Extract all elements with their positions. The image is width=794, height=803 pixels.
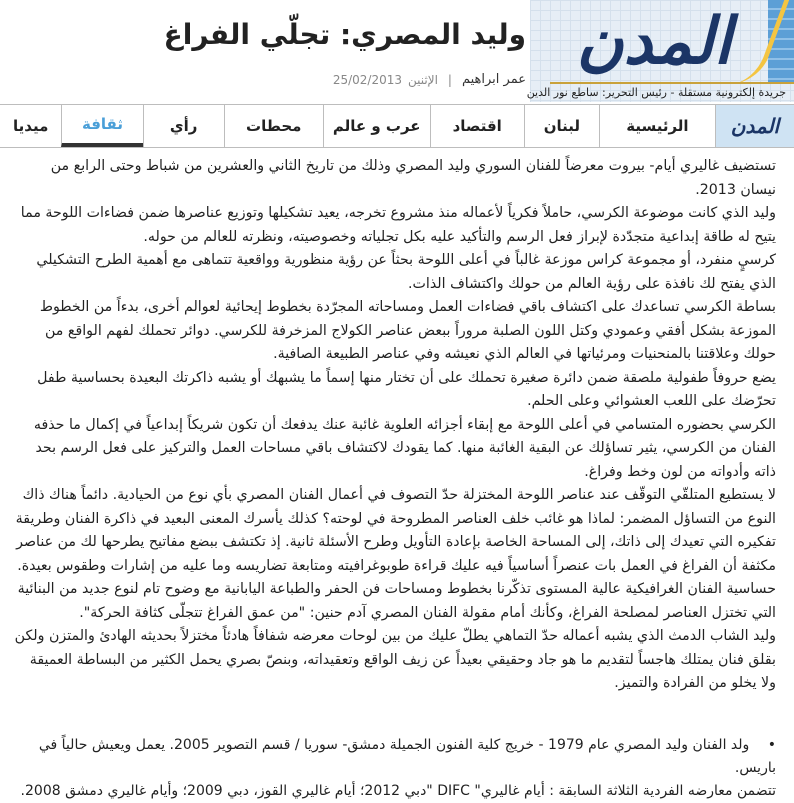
site-header <box>0 0 794 104</box>
logo-tagline: جريدة إلكترونية مستقلة - رئيس التحرير: ساطع نور الدين <box>526 86 786 99</box>
article-paragraph: كرسيٍ منفرد، أو مجموعة كراس موزعة غالباً في أعلى اللوحة بحثاً عن رؤية منظورية وواقعية تتماهى مع أهمية الطرح التشكيلي الذي يفتح لك نافذة على رؤية العالم من حولك واكتشاف الذات. <box>36 252 776 292</box>
site-logo[interactable] <box>526 0 794 102</box>
article-paragraph: بساطة الكرسي تساعدك على اكتشاف باقي فضاءات العمل ومساحاته المجرّدة بخطوط إيحائية لعوالم أخرى، بدءاً من الخطوط الموزعة بشكل أفقي وعمودي وكتل اللون الصلبة مروراً ببعض عناصر الكولاج المزخرفة للكرسي. دوائر تحملك لفهم الواقع من حولك وعلاقتنا بالمنحنيات ومرئياتها في العالم الذي نعيشه وفي عناصر الطبيعة الصافية. <box>39 299 776 362</box>
article-date: 25/02/2013 <box>332 72 403 87</box>
nav-item-culture[interactable]: ثقافة <box>61 105 142 147</box>
nav-item-media[interactable]: ميديا <box>13 117 49 135</box>
main-navigation <box>0 104 794 148</box>
nav-home-logo[interactable]: المدن <box>715 105 794 147</box>
article-day: الإثنين <box>408 72 438 87</box>
article-paragraph: تستضيف غاليري أيام- بيروت معرضاً للفنان السوري وليد المصري وذلك من تاريخ الثاني والعشرين من شباط وحتى الرابع من نيسان 2013. <box>50 158 776 198</box>
logo-wordmark: المدن <box>576 4 732 79</box>
article-paragraph: وليد الذي كانت موضوعة الكرسي، حاملاً فكرياً لأعماله منذ مشروع تخرجه، يعيد تشكيلها وتوزيع عناصرها ضمن فضاءات اللوحة مما يتيح له طاقة إبداعية متجدّدة لإبراز فعل الرسم والتأكيد عليه بكل تجلياته وخصوصيته، ونظرته للعالم من حوله. <box>20 205 776 245</box>
nav-item-lebanon[interactable]: لبنان <box>524 105 599 147</box>
article-title: وليد المصري: تجلّي الفراغ <box>163 18 526 51</box>
bio-text-1: ولد الفنان وليد المصري عام 1979 - خريج كلية الفنون الجميلة دمشق- سوريا / قسم التصوير 2005. يعمل ويعيش حالياً في باريس. <box>38 737 776 776</box>
artist-bio <box>12 734 776 803</box>
article-paragraph: يضع حروفاً طفولية ملصقة ضمن دائرة صغيرة تحملك على أن تختار منها إسماً ما يشبهك أو يشبه ذاكرتك البعيدة بحساسية طفل تحرّضك على اللعب العشوائي وعلى الحلم. <box>37 369 776 409</box>
logo-underline <box>550 82 794 84</box>
article-paragraph: حساسية الفنان الغرافيكية عالية المستوى تذكّرنا بخطوط ومساحات فن الحفر والطباعة اليابانية مع وضوح تام لنوع جديد من البنائية التي تختزل العناصر لمصلحة الفراغ، وكأنك أمام مقولة الفنان المصري آدم حنين: "من عمق الفراغ تتجلّى كثافة الحركة". <box>17 581 776 621</box>
meta-separator: | <box>447 72 452 87</box>
nav-item-economy[interactable]: اقتصاد <box>430 105 524 147</box>
nav-item-stations[interactable]: محطات <box>224 105 323 147</box>
article-paragraph: لا يستطيع المتلقّي التوقّف عند عناصر اللوحة المختزلة حدّ التصوف في أعمال الفنان المصري بأي نوع من الحيادية. دائماً هناك ذاك النوع من التساؤل المضمر: لماذا هو غائب خلف العناصر المطروحة في لوحته؟ كذلك يأسرك المعنى البعيد في ذاكرة الفنان وطريقة تفكيره التي تعيدك إلى ذاتك، إلى المساحة الخاصة بإعادة التأويل وطرح الأسئلة ثانية. إذ تكتشف ببضع مفاتيح يطرحها لك من عناصر مكثفة أن الفراغ في العمل بات عنصراً أساسياً فيه عليك قراءة طوبوغرافيته ومتابعة تضاريسه وما عليه من إشارات وطقوس بعيدة. <box>15 487 776 574</box>
article-body <box>12 155 776 696</box>
nav-item-arab-world[interactable]: عرب و عالم <box>323 105 430 147</box>
article-paragraph: وليد الشاب الدمث الذي يشبه أعماله حدّ التماهي يطلّ عليك من بين لوحات معرضه شفافاً هادئاً مختزلاً بحديثه الهادئ والمتزن ولكن بقلق فنان يمتلك هاجساً لتقديم ما هو جاد وحقيقي بعيداً عن زيف الواقع وتعقيداته، وبنصّ بصري يحمل الكثير من البساطة العميقة ولا يخلو من الفرادة والتميز. <box>14 628 776 691</box>
bio-line-2: تتضمن معارضه الفردية الثلاثة السابقة : أيام غاليري" DIFC "دبي 2012؛ أيام غاليري القوز، دبي 2009؛ وأيام غاليري دمشق 2008. <box>20 783 776 799</box>
nav-item-opinion[interactable]: رأي <box>143 105 224 147</box>
article-paragraph: الكرسي بحضوره المتسامي في أعلى اللوحة مع إبقاء أجزائه العلوية غائبة عنك يدفعك أن تكون شريكاً إبداعياً في إكمال ما حذفه الفنان من الكرسي، يثير تساؤلك عن البقية الغائبة منها. كما يقودك لاكتشاف باقي مساحات العمل والتركيز على فعل الرسم بحد ذاته وأدواته من لون وخط وفراغ. <box>33 416 776 480</box>
article-meta <box>333 72 526 87</box>
bio-line-1 <box>12 734 776 780</box>
nav-item-home[interactable]: الرئيسية <box>599 105 715 147</box>
article-author[interactable]: عمر ابراهيم <box>461 72 526 87</box>
bullet-icon: • <box>767 737 776 753</box>
